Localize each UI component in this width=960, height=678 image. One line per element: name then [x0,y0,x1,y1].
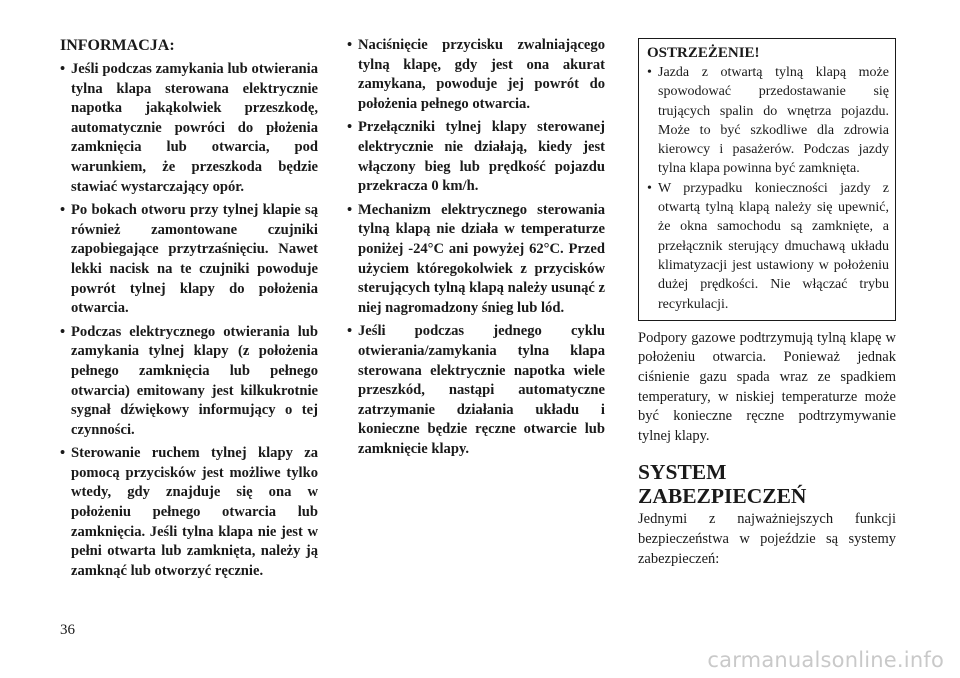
info-bullet-3: • Podczas elektrycznego otwierania lub zamykania tylnej klapy (z położenia pełnego zamknięcia lub pełnego otwarcia) emitowany jest kilkukrotnie sygnał dźwiękowy informujący o tej czynności. [60,323,318,441]
info-bullet-4: • Sterowanie ruchem tylnej klapy za pomocą przycisków jest możliwe tylko wtedy, gdy znajduje się ona w położeniu pełnego otwarcia lub zamknięcia. Jeśli tylna klapa nie jest w pełni otwarta lub zamknięta, należy ją zamknąć lub otworzyć ręcznie. [60,444,318,581]
warning-bullet-list [647,63,889,314]
info-bullet-list-continued [347,36,605,459]
warning-title: OSTRZEŻENIE! [647,45,760,61]
info-bullet-5: • Naciśnięcie przycisku zwalniającego tylną klapę, gdy jest ona akurat zamykana, powoduje jej powrót do położenia pełnego otwarcia. [347,36,605,114]
info-bullet-list [60,60,318,581]
right-column [638,36,896,569]
section-heading-line-1: SYSTEM [638,460,727,485]
info-bullet-6: • Przełączniki tylnej klapy sterowanej elektrycznie nie działają, kiedy jest włączony bieg lub prędkość pojazdu przekracza 0 km/h. [347,118,605,196]
section-heading-line-2: ZABEZPIECZEŃ [638,484,807,509]
security-section-heading [638,460,896,508]
page-number: 36 [60,622,75,638]
info-heading: INFORMACJA: [60,37,175,54]
watermark: carmanualsonline.info [707,648,944,672]
warning-bullet-1: • Jazda z otwartą tylną klapą może spowodować przedostawanie się trujących spalin do wnętrza pojazdu. Może to być szkodliwe dla zdrowia kierowcy i pasażerów. Podczas jazdy tylna klapa powinna być zamknięta. [647,63,889,179]
warning-bullet-2: • W przypadku konieczności jazdy z otwartą tylną klapą należy się upewnić, że okna samochodu są zamknięte, a przełącznik sterujący dmuchawą układu klimatyzacji jest ustawiony w położeniu dużej prędkości. Nie włączać trybu recyrkulacji. [647,179,889,314]
info-bullet-2: • Po bokach otworu przy tylnej klapie są również zamontowane czujniki zapobiegające przytrzaśnięciu. Nawet lekki nacisk na te czujniki powoduje powrót tylnej klapy do położenia otwarcia. [60,201,318,319]
info-bullet-7: • Mechanizm elektrycznego sterowania tylną klapą nie działa w temperaturze poniżej -24°C ani powyżej 62°C. Przed użyciem któregokolwiek z przycisków sterujących tylną klapą należy usunąć z niej nagromadzony śnieg lub lód. [347,201,605,319]
security-intro-paragraph: Jednymi z najważniejszych funkcji bezpieczeństwa w pojeździe są systemy zabezpieczeń: [638,511,896,567]
left-column [60,36,318,585]
middle-column [347,36,605,463]
info-bullet-1: • Jeśli podczas zamykania lub otwierania tylna klapa sterowana elektrycznie napotka jakąkolwiek przeszkodę, automatycznie powróci do płożenia zamknięcia lub otwarcia, pod warunkiem, że przeszkoda będzie stawiać wystarczający opór. [60,60,318,197]
info-bullet-8: • Jeśli podczas jednego cyklu otwierania/zamykania tylna klapa sterowana elektrycznie napotka wiele przeszkód, nastąpi automatyczne zatrzymanie działania układu i konieczne będzie ręczne otwarcie lub zamknięcie klapy. [347,322,605,459]
gas-struts-paragraph: Podpory gazowe podtrzymują tylną klapę w położeniu otwarcia. Ponieważ jednak ciśnienie gazu spada wraz ze spadkiem temperatury, w niskiej temperaturze może być konieczne ręczne podtrzymywanie tylnej klapy. [638,329,896,444]
warning-box [638,38,896,321]
